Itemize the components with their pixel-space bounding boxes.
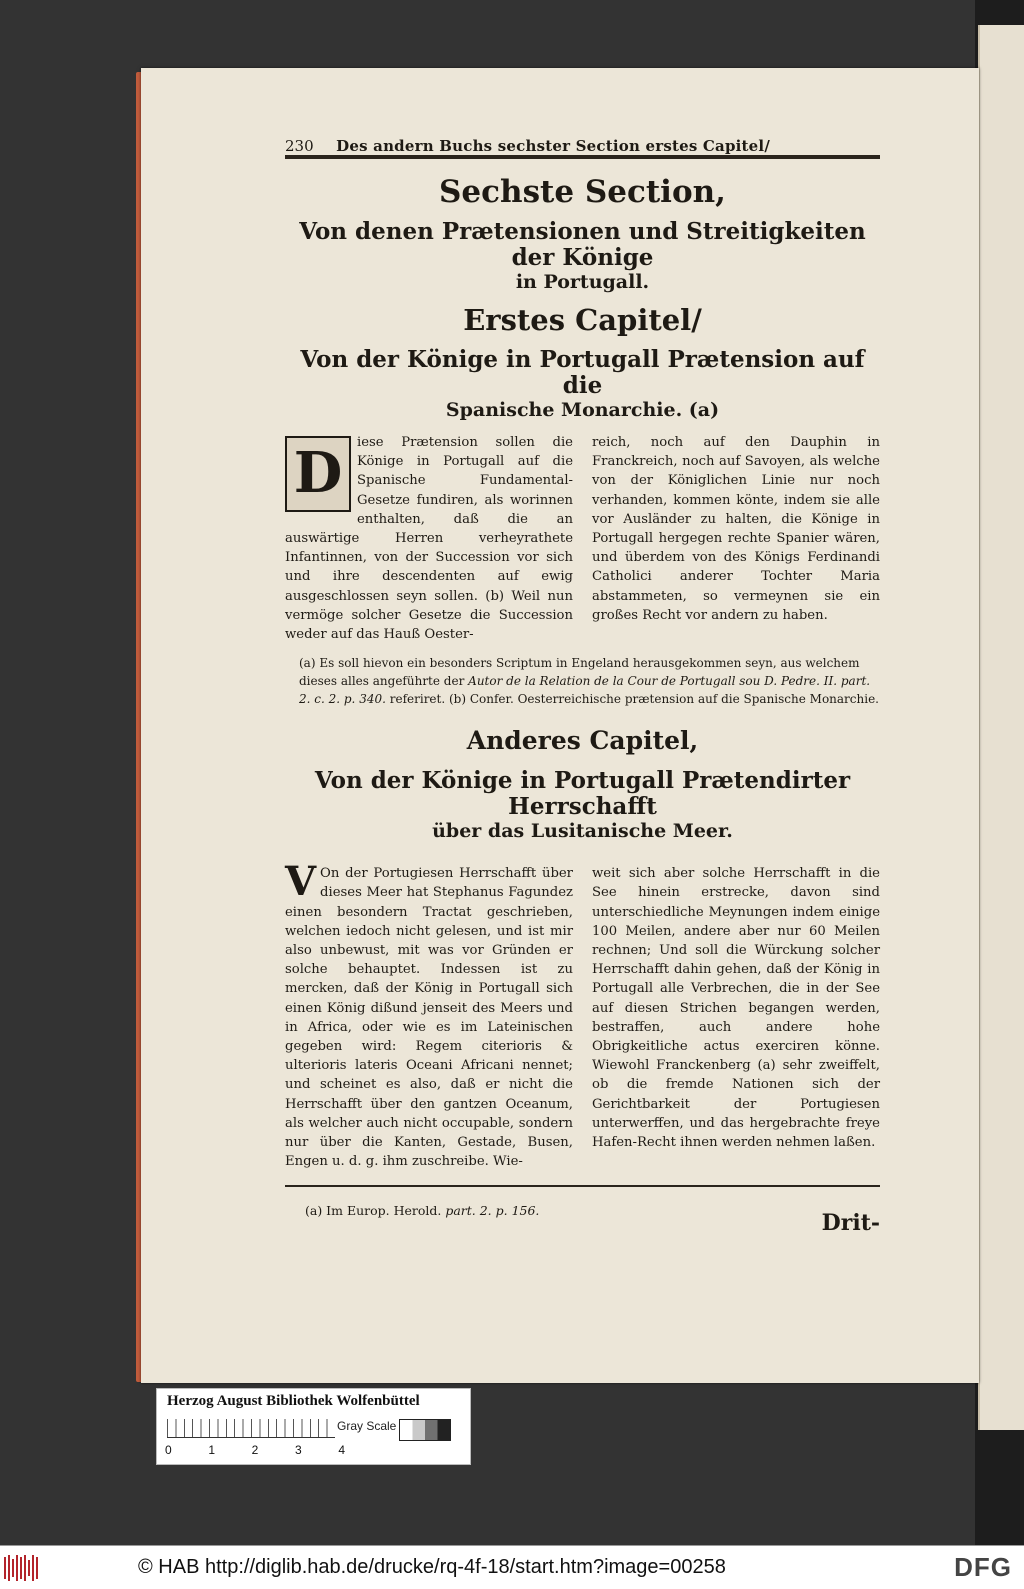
footnote-rule: [285, 1185, 880, 1187]
chapter1-subtitle-line1: Von der Könige in Portugall Prætension auf die: [300, 346, 865, 399]
copyright-link[interactable]: © HAB http://diglib.hab.de/drucke/rq-4f-18/start.htm?image=00258: [138, 1556, 726, 1578]
facing-page-edge: [978, 25, 1024, 1430]
chapter1-column-left: [285, 433, 573, 644]
chapter2-title: Anderes Capitel,: [466, 726, 699, 756]
page-number: 230: [285, 137, 314, 155]
chapter2-note-a: (a) Im Europ. Herold.: [305, 1203, 442, 1219]
chapter1-title: Erstes Capitel/: [463, 303, 702, 337]
chapter1-footnotes: [285, 654, 880, 708]
section-subtitle-line2: in Portugall.: [515, 271, 650, 293]
chapter1-note-b: (b) Confer. Oesterreichische prætension auf die Spanische Monarchie.: [449, 692, 879, 707]
chapter2-col2-text: weit sich aber solche Herrschafft in die See hinein erstrecke, davon sind unterschiedliche Meynungen indem einige 100 Meilen, andere aber nur 60 Meilen rechnen; Und soll die Würckung solcher Herrschafft dahin gehen, daß der König in Portugall alle Verbrechen, die in der See auf diesen Strichen begangen werden, bestraffen, auch andere hohe Obrigkeitliche actus exerciren könne. Wiewohl Franckenberg (a) sehr zweiffelt, ob die fremde Nationen sich der Gerichtbarkeit der Portugiesen unterwerffen, und das hergebrachte freye Hafen-Recht ihnen werden nehmen laßen.: [592, 866, 880, 1151]
scale-ruler: [167, 1419, 335, 1438]
chapter1-subtitle-line2: Spanische Monarchie. (a): [445, 399, 720, 421]
chapter1-note-a-end: referiret.: [389, 692, 446, 707]
chapter2-dropcap: V: [285, 858, 317, 906]
page-content: [285, 125, 880, 1260]
running-title: Des andern Buchs sechster Section erstes Capitel/: [336, 137, 770, 155]
chapter1-body: [285, 433, 880, 644]
chapter2-column-right: [592, 864, 880, 1171]
section-title: Sechste Section,: [439, 174, 726, 210]
scale-tick: 1: [208, 1443, 216, 1457]
running-header: [285, 125, 880, 155]
chapter2-subtitle-line1: Von der Könige in Portugall Prætendirter Herrschafft: [314, 767, 851, 821]
header-rule: [285, 155, 880, 159]
viewer-footer: [0, 1545, 1024, 1589]
color-calibration-bar: [156, 1388, 471, 1465]
scale-tick: 2: [251, 1443, 259, 1457]
chapter2-note-a-source: part. 2. p. 156.: [445, 1203, 540, 1219]
chapter2-subtitle-line2: über das Lusitanische Meer.: [432, 820, 733, 843]
hab-barcode-icon: [4, 1555, 46, 1581]
catchword: Drit-: [821, 1210, 880, 1236]
scale-tick: 3: [294, 1443, 302, 1457]
scale-ticks: [165, 1443, 345, 1457]
chapter1-note-a-source: Autor de la Relation de la Cour de Portugall sou D. Pedre. II. part. 2. c. 2. p. 340.: [299, 674, 871, 707]
chapter2-body: [285, 858, 880, 1171]
chapter1-col2-text: reich, noch auf den Dauphin in Franckreich, noch auf Savoyen, als welche von der Königlichen Linie nur noch verhanden, kommen könte, indem sie alle vor Ausländer zu halten, die Könige in Portugall hergegen rechte Spanier wären, und überdem von des Königs Ferdinandi Catholici anderer Tochter Maria abstammeten, so vermeynen sie ein großes Recht vor andern zu haben.: [592, 435, 880, 623]
section-subtitle-line1: Von denen Prætensionen und Streitigkeiten der Könige: [299, 218, 866, 271]
chapter1-column-right: [592, 433, 880, 644]
chapter2-footnote: [285, 1203, 880, 1218]
chapter1-dropcap: D: [285, 436, 351, 512]
scale-tick: 0: [165, 1443, 172, 1457]
dfg-logo: DFG: [954, 1552, 1012, 1582]
scale-tick: 4: [338, 1443, 345, 1457]
chapter1-col1-text: iese Prætension sollen die Könige in Portugall auf die Spanische Fundamental-Gesetze fundiren, als worinnen enthalten, daß die an auswärtige Herren verheyrathete Infantinnen, von der Succession vor sich und ihre descendenten auf ewig ausgeschlossen seyn sollen. (b) Weil nun vermöge solcher Gesetze die Succession weder auf das Hauß Oester-: [285, 435, 573, 643]
chapter1-note-a: (a) Es soll hievon ein besonders Scriptum in Engeland herausgekommen seyn, aus welchem dieses alles angeführte der: [299, 656, 860, 689]
gray-scale-label: Gray Scale: [337, 1419, 397, 1433]
library-name: Herzog August Bibliothek Wolfenbüttel: [167, 1393, 420, 1409]
gray-scale-swatch: [399, 1419, 451, 1441]
chapter2-column-left: [285, 858, 573, 1171]
chapter2-col1-text: On der Portugiesen Herrschafft über dieses Meer hat Stephanus Fagundez einen besondern Tractat geschrieben, welchen iedoch nicht gelesen, und ist mir also unbewust, mit was vor Gründen er solche behauptet. Indessen ist zu mercken, daß der König in Portugall sich einen König dißund jenseit des Meers und in Africa, oder wie es im Lateinischen gegeben wird: Regem citerioris & ulterioris lateris Oceani Africani nennet; und scheinet es also, daß er nicht die Herrschafft über den gantzen Oceanum, als welcher auch nicht occupable, sondern nur über die Kanten, Gestade, Busen, Engen u. d. g. ihm zuschreibe. Wie-: [285, 866, 573, 1170]
